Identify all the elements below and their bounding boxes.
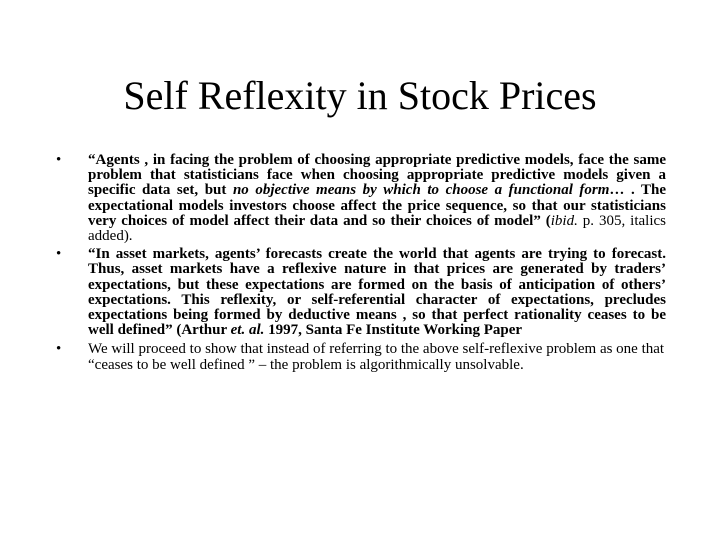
bullet-item-proceed [56, 342, 666, 372]
italic-emphasis: no objective means by which to choose a functional form [232, 182, 610, 199]
bullet-marker: • [56, 152, 62, 168]
bullet-marker: • [56, 341, 62, 358]
bullet-text [88, 247, 666, 338]
citation-italic: ibid. [550, 212, 578, 229]
quote-text: “Agents , in facing the problem of choosing appropriate predictive models, face the same problem that statisticians face when choosing appropriate predictive models given a specific data set, but [88, 152, 666, 199]
bullet-item-agents-quote [56, 153, 666, 244]
citation-text: 1997, Santa Fe Institute Working Paper [264, 322, 523, 339]
bullet-text [88, 153, 666, 244]
bullet-list [56, 153, 666, 376]
quote-text: … . The expectational models investors choose affect the price sequence, so that our statisticians very choices of model affect their data and so their choices of model” ( [88, 182, 667, 229]
bullet-item-asset-markets-quote [56, 247, 666, 338]
bullet-marker: • [56, 246, 62, 263]
bullet-text: We will proceed to show that instead of referring to the above self-reflexive problem as one that “ceases to be well defined ” – the problem is algorithmically unsolvable. [88, 341, 665, 373]
slide-title: Self Reflexity in Stock Prices [123, 73, 597, 118]
italic-emphasis: et. al. [230, 322, 265, 339]
quote-text: “In asset markets, agents’ forecasts create the world that agents are trying to forecast. Thus, asset markets have a reflexive nature in that prices are generated by traders’ expectations, but these expectations are formed on the basis of anticipation of others’ expectations. This reflexity, or self-referential character of expectations, precludes expectations being formed by deductive means , so that perfect rationality ceases to be well defined” (Arthur [88, 246, 666, 339]
citation-text: p. 305, italics added). [88, 212, 667, 245]
